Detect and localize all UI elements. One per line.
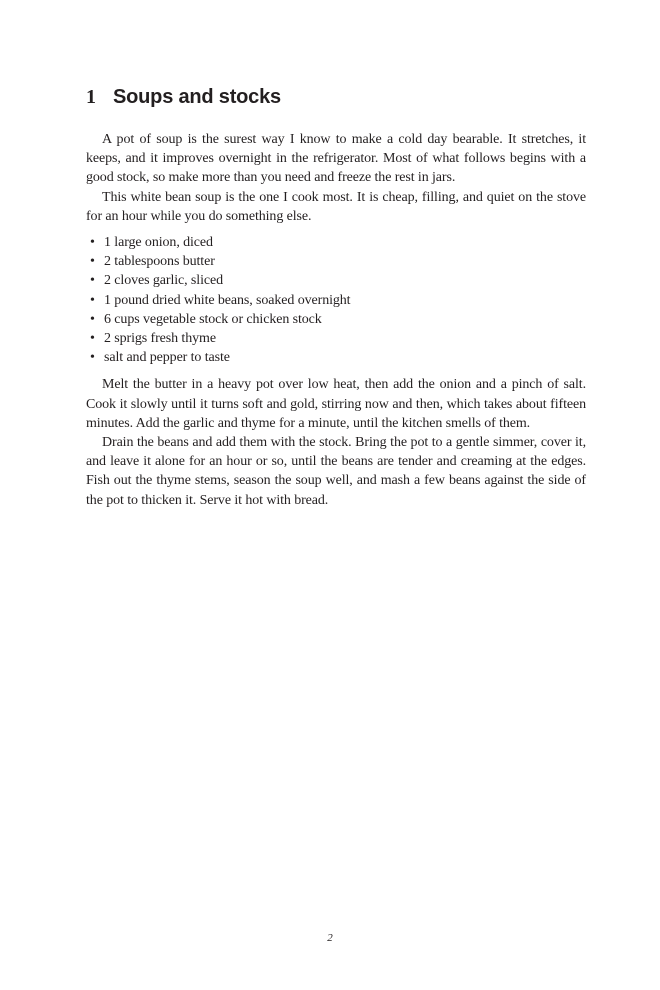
ingredient-text: salt and pepper to taste [104, 350, 230, 366]
ingredient-text: 2 tablespoons butter [104, 254, 215, 270]
ingredient-text: 1 large onion, diced [104, 235, 213, 251]
intro-paragraph: A pot of soup is the surest way I know to make a cold day bearable. It stretches, it keeps, and it improves overnight in the refrigerator. Most of what follows begins with a good stock, so make more than you need and freeze the rest in jars. [86, 132, 586, 186]
ingredient-text: 2 sprigs fresh thyme [104, 331, 216, 347]
ingredient-item [86, 252, 586, 271]
bullet-icon: • [90, 311, 95, 327]
chapter-number: 1 [86, 86, 96, 108]
ingredient-item [86, 329, 586, 348]
bullet-icon: • [90, 273, 95, 289]
chapter-title: Soups and stocks [113, 86, 281, 108]
bullet-icon: • [90, 350, 95, 366]
ingredient-text: 6 cups vegetable stock or chicken stock [104, 311, 322, 327]
ingredient-item [86, 271, 586, 290]
method-paragraph: Melt the butter in a heavy pot over low heat, then add the onion and a pinch of salt. Cook it slowly until it turns soft and gold, stirring now and then, which takes about fifteen minutes. Add the garlic and thyme for a minute, until the kitchen smells of them. [86, 377, 586, 431]
chapter-heading [86, 84, 586, 110]
ingredient-item [86, 291, 586, 310]
bullet-icon: • [90, 235, 95, 251]
ingredient-item [86, 233, 586, 252]
page-body [86, 84, 586, 510]
bullet-icon: • [90, 331, 95, 347]
page-number: 2 [327, 932, 333, 944]
method-paragraph: Drain the beans and add them with the stock. Bring the pot to a gentle simmer, cover it, and leave it alone for an hour or so, until the beans are tender and creaming at the edges. Fish out the thyme stems, season the soup well, and mash a few beans against the side of the pot to thicken it. Serve it hot with bread. [86, 435, 586, 508]
ingredient-text: 2 cloves garlic, sliced [104, 273, 223, 289]
ingredient-list [86, 233, 586, 367]
intro-paragraph: This white bean soup is the one I cook most. It is cheap, filling, and quiet on the stove for an hour while you do something else. [86, 189, 586, 224]
ingredient-text: 1 pound dried white beans, soaked overnight [104, 292, 351, 308]
bullet-icon: • [90, 254, 95, 270]
bullet-icon: • [90, 292, 95, 308]
ingredient-item [86, 310, 586, 329]
ingredient-item [86, 348, 586, 367]
